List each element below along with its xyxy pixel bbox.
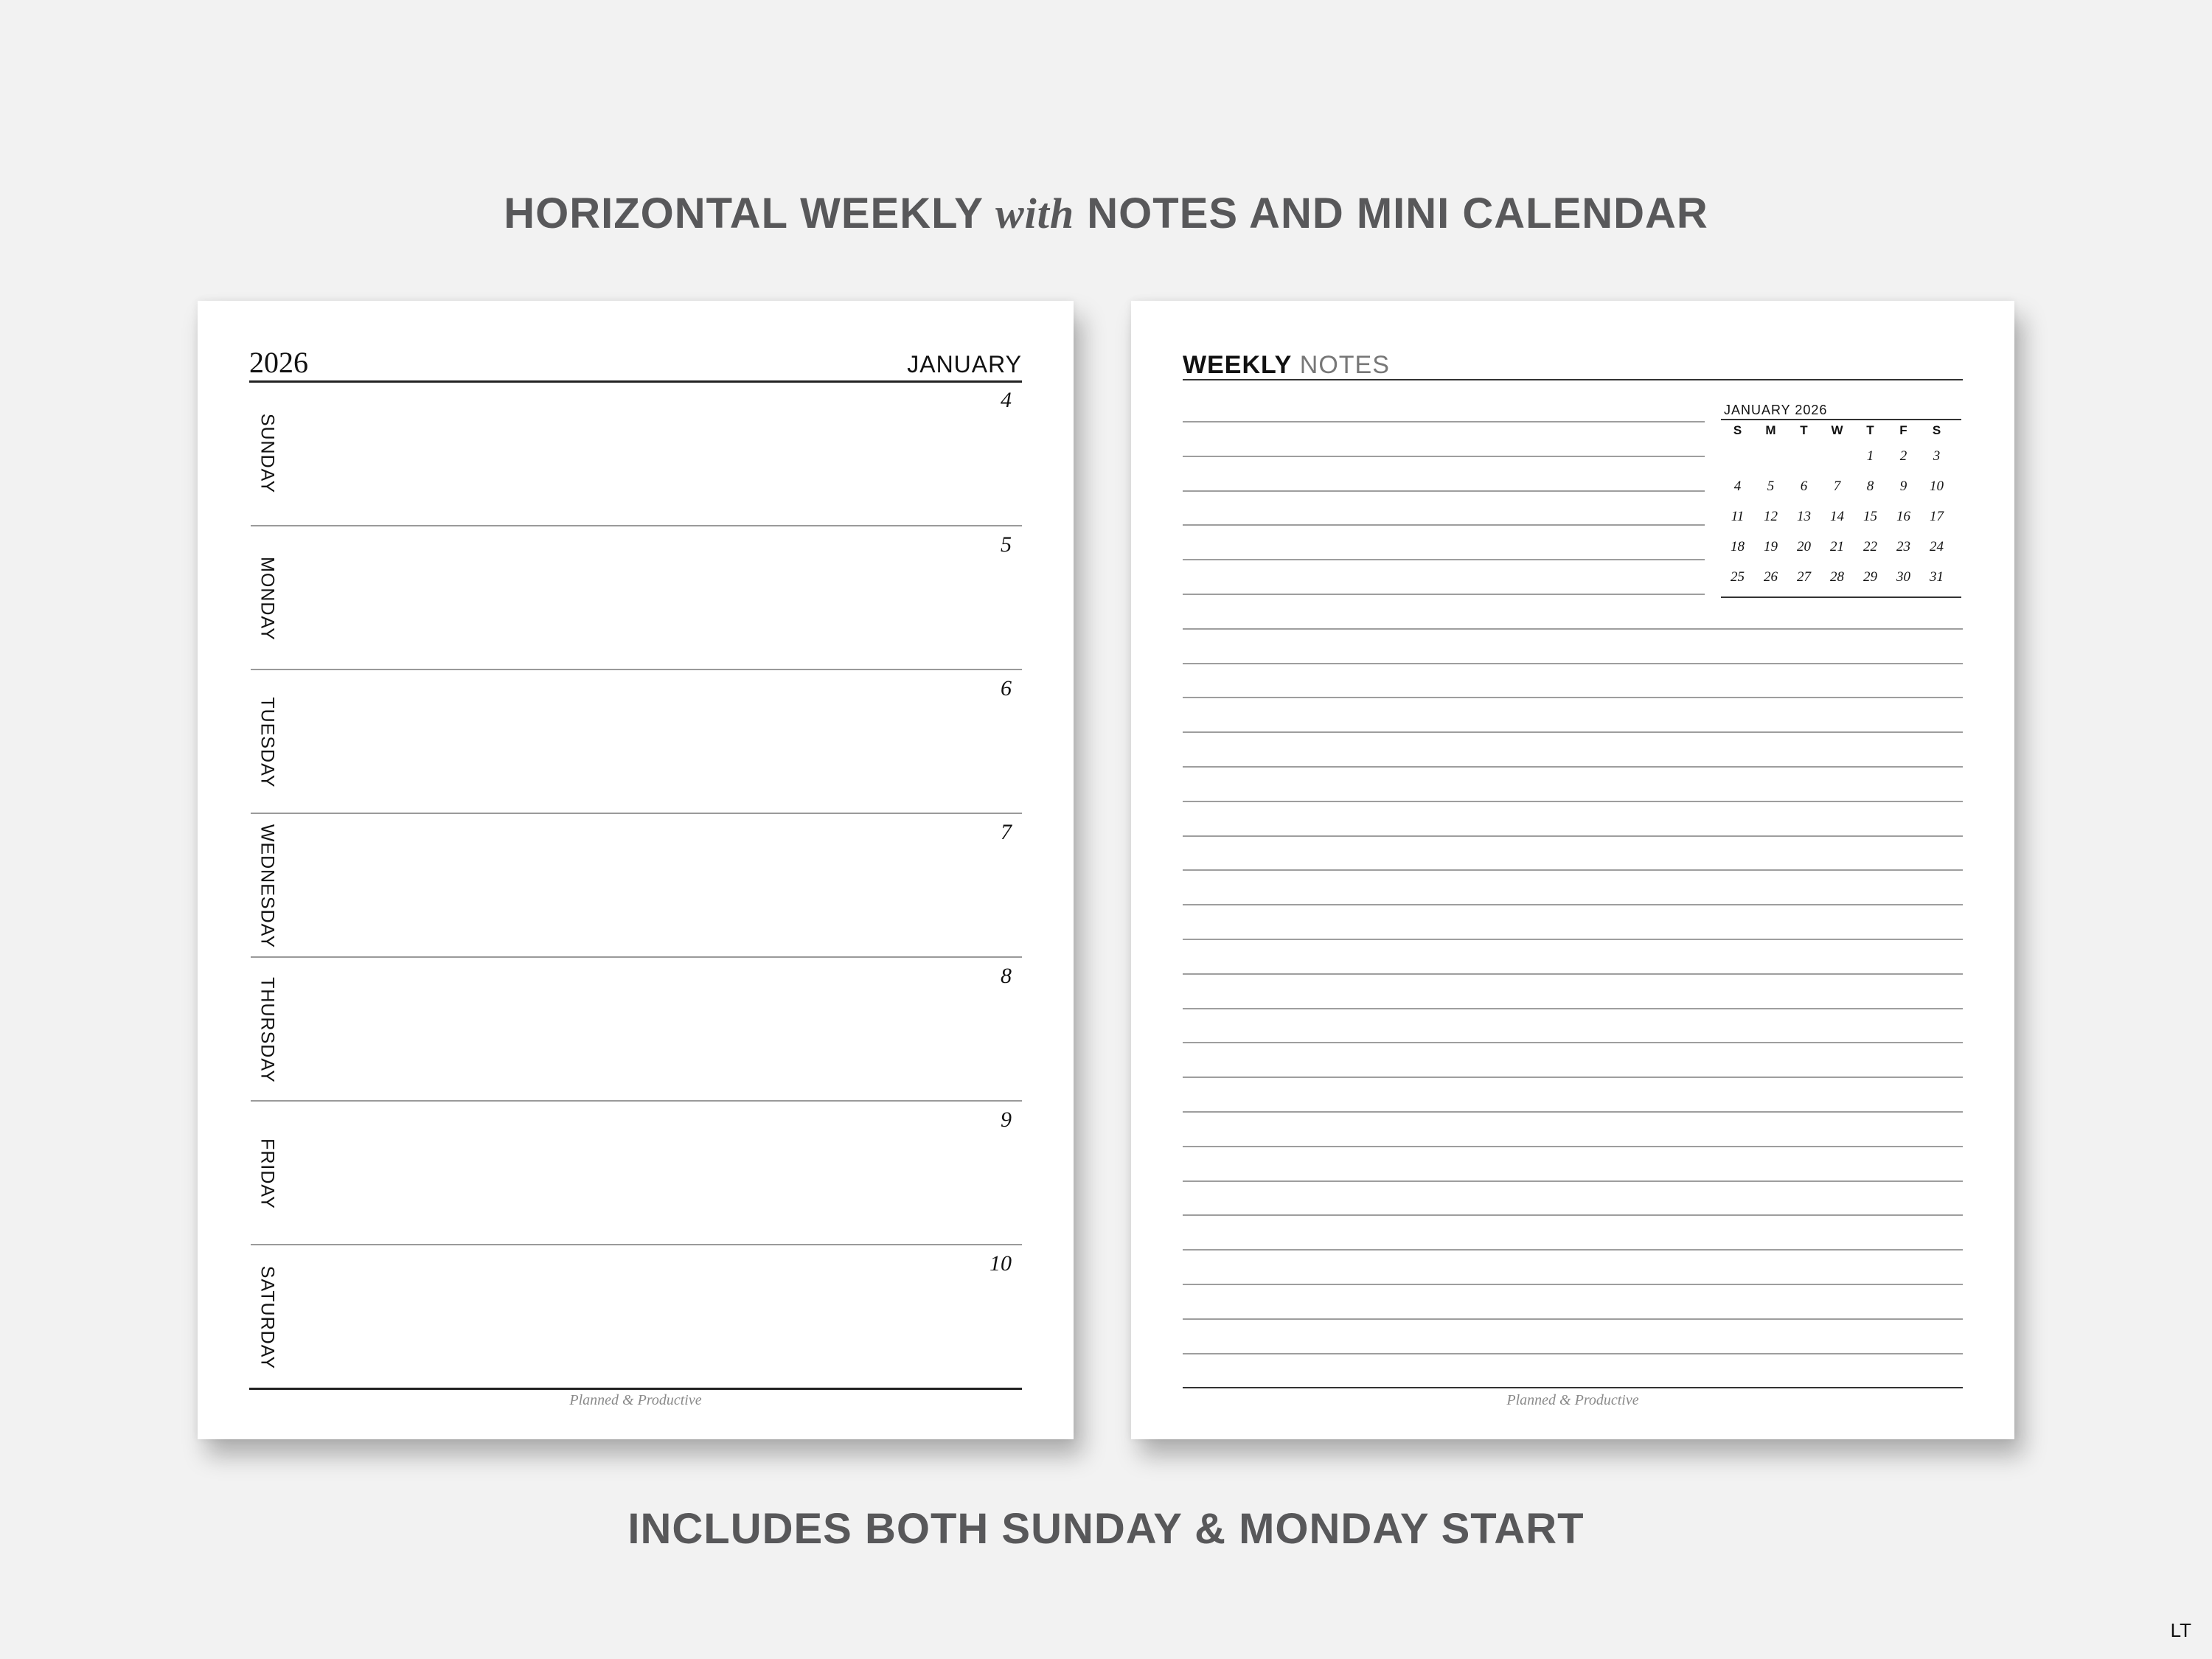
note-line bbox=[1183, 456, 1705, 457]
day-name: SUNDAY bbox=[257, 413, 278, 494]
note-line bbox=[1183, 524, 1705, 526]
day-name: SATURDAY bbox=[257, 1265, 278, 1369]
date-cell: 25 bbox=[1731, 568, 1745, 585]
date-cell: 24 bbox=[1930, 538, 1944, 554]
date-cell: 12 bbox=[1764, 508, 1778, 524]
day-row-wednesday bbox=[251, 813, 1022, 958]
note-line bbox=[1183, 1387, 1963, 1388]
note-line bbox=[1183, 559, 1705, 560]
day-date: 4 bbox=[1001, 388, 1012, 412]
brand-logo: Planned & Productive bbox=[569, 1392, 702, 1408]
note-line bbox=[1183, 801, 1963, 802]
weekday-label: M bbox=[1765, 423, 1776, 437]
date-cell: 15 bbox=[1863, 508, 1877, 524]
corner-mark: LT bbox=[2170, 1619, 2191, 1641]
day-date: 5 bbox=[1001, 532, 1012, 557]
title-italic-word: with bbox=[995, 189, 1075, 237]
date-cell: 14 bbox=[1830, 508, 1844, 524]
date-cell: 6 bbox=[1800, 478, 1808, 494]
date-cell: 23 bbox=[1896, 538, 1910, 554]
notes-title-light: NOTES bbox=[1299, 351, 1390, 379]
weekday-label: F bbox=[1899, 423, 1907, 437]
date-cell: 13 bbox=[1797, 508, 1811, 524]
weekly-notes-page bbox=[1131, 301, 2014, 1439]
day-row-tuesday bbox=[251, 669, 1022, 814]
mini-calendar-week bbox=[1721, 501, 1961, 532]
day-name: TUESDAY bbox=[257, 696, 278, 788]
weekday-label: T bbox=[1866, 423, 1874, 437]
note-line bbox=[1183, 1180, 1963, 1182]
bottom-rule bbox=[249, 1388, 1022, 1390]
day-row-saturday bbox=[251, 1244, 1022, 1389]
day-row-friday bbox=[251, 1100, 1022, 1245]
mini-calendar-title: JANUARY 2026 bbox=[1724, 403, 1828, 417]
mini-calendar-week bbox=[1721, 562, 1961, 592]
notes-title-bold: WEEKLY bbox=[1183, 351, 1293, 379]
date-cell: 16 bbox=[1896, 508, 1910, 524]
day-row-thursday bbox=[251, 956, 1022, 1102]
weekday-label: W bbox=[1831, 423, 1843, 437]
note-line bbox=[1183, 628, 1963, 630]
mini-calendar-week bbox=[1721, 441, 1961, 471]
date-cell: 20 bbox=[1797, 538, 1811, 554]
date-cell: 1 bbox=[1866, 448, 1874, 464]
date-cell: 29 bbox=[1863, 568, 1877, 585]
weekday-label: S bbox=[1733, 423, 1742, 437]
note-line bbox=[1183, 1318, 1963, 1320]
date-cell: 3 bbox=[1933, 448, 1941, 464]
title-part-1: HORIZONTAL WEEKLY bbox=[504, 189, 983, 237]
note-line bbox=[1183, 1249, 1963, 1251]
date-cell: 18 bbox=[1731, 538, 1745, 554]
note-line bbox=[1183, 1111, 1963, 1113]
date-cell: 30 bbox=[1896, 568, 1910, 585]
weekday-label: S bbox=[1932, 423, 1941, 437]
note-line bbox=[1183, 766, 1963, 768]
notes-header-rule bbox=[1183, 379, 1963, 380]
day-row-monday bbox=[251, 525, 1022, 670]
day-name: WEDNESDAY bbox=[257, 824, 278, 948]
year-label: 2026 bbox=[249, 346, 308, 379]
note-line bbox=[1183, 594, 1705, 595]
day-name: THURSDAY bbox=[257, 976, 278, 1083]
date-cell: 11 bbox=[1731, 508, 1745, 524]
date-cell: 19 bbox=[1764, 538, 1778, 554]
date-cell: 17 bbox=[1930, 508, 1944, 524]
note-line bbox=[1183, 835, 1963, 837]
notes-title bbox=[1183, 351, 1390, 380]
day-date: 9 bbox=[1001, 1107, 1012, 1132]
note-line bbox=[1183, 731, 1963, 733]
month-label: JANUARY bbox=[907, 351, 1022, 378]
note-line bbox=[1183, 1214, 1963, 1216]
date-cell: 27 bbox=[1797, 568, 1811, 585]
note-line bbox=[1183, 904, 1963, 905]
note-line bbox=[1183, 939, 1963, 940]
date-cell: 8 bbox=[1866, 478, 1874, 494]
mini-calendar bbox=[1721, 403, 1961, 598]
page-title bbox=[0, 189, 2212, 238]
date-cell: 10 bbox=[1930, 478, 1944, 494]
date-cell: 26 bbox=[1764, 568, 1778, 585]
mini-calendar-week bbox=[1721, 471, 1961, 501]
date-cell: 7 bbox=[1833, 478, 1841, 494]
note-line bbox=[1183, 1008, 1963, 1009]
day-date: 8 bbox=[1001, 964, 1012, 988]
mini-calendar-week bbox=[1721, 532, 1961, 562]
note-line bbox=[1183, 490, 1705, 492]
date-cell: 2 bbox=[1899, 448, 1907, 464]
note-line bbox=[1183, 1077, 1963, 1078]
note-line bbox=[1183, 1353, 1963, 1354]
day-name: MONDAY bbox=[257, 556, 278, 641]
weekly-planner-page bbox=[198, 301, 1074, 1439]
page-subtitle: INCLUDES BOTH SUNDAY & MONDAY START bbox=[627, 1505, 1585, 1553]
date-cell: 22 bbox=[1863, 538, 1877, 554]
date-cell: 9 bbox=[1899, 478, 1907, 494]
mini-calendar-weekdays bbox=[1721, 420, 1961, 441]
date-cell: 21 bbox=[1830, 538, 1844, 554]
note-line bbox=[1183, 421, 1705, 422]
note-line bbox=[1183, 1146, 1963, 1147]
note-line bbox=[1183, 697, 1963, 698]
note-line bbox=[1183, 1042, 1963, 1043]
brand-logo: Planned & Productive bbox=[1506, 1392, 1639, 1408]
day-row-sunday bbox=[251, 382, 1022, 525]
day-name: FRIDAY bbox=[257, 1138, 278, 1209]
note-line bbox=[1183, 663, 1963, 664]
weekday-label: T bbox=[1800, 423, 1808, 437]
day-date: 6 bbox=[1001, 676, 1012, 700]
title-part-2: NOTES AND MINI CALENDAR bbox=[1087, 189, 1708, 237]
note-line bbox=[1183, 869, 1963, 871]
date-cell: 28 bbox=[1830, 568, 1844, 585]
day-date: 7 bbox=[1001, 820, 1012, 844]
date-cell: 5 bbox=[1767, 478, 1775, 494]
day-date: 10 bbox=[990, 1251, 1012, 1276]
note-line bbox=[1183, 973, 1963, 975]
date-cell: 4 bbox=[1733, 478, 1742, 494]
note-line bbox=[1183, 1284, 1963, 1285]
date-cell: 31 bbox=[1930, 568, 1944, 585]
